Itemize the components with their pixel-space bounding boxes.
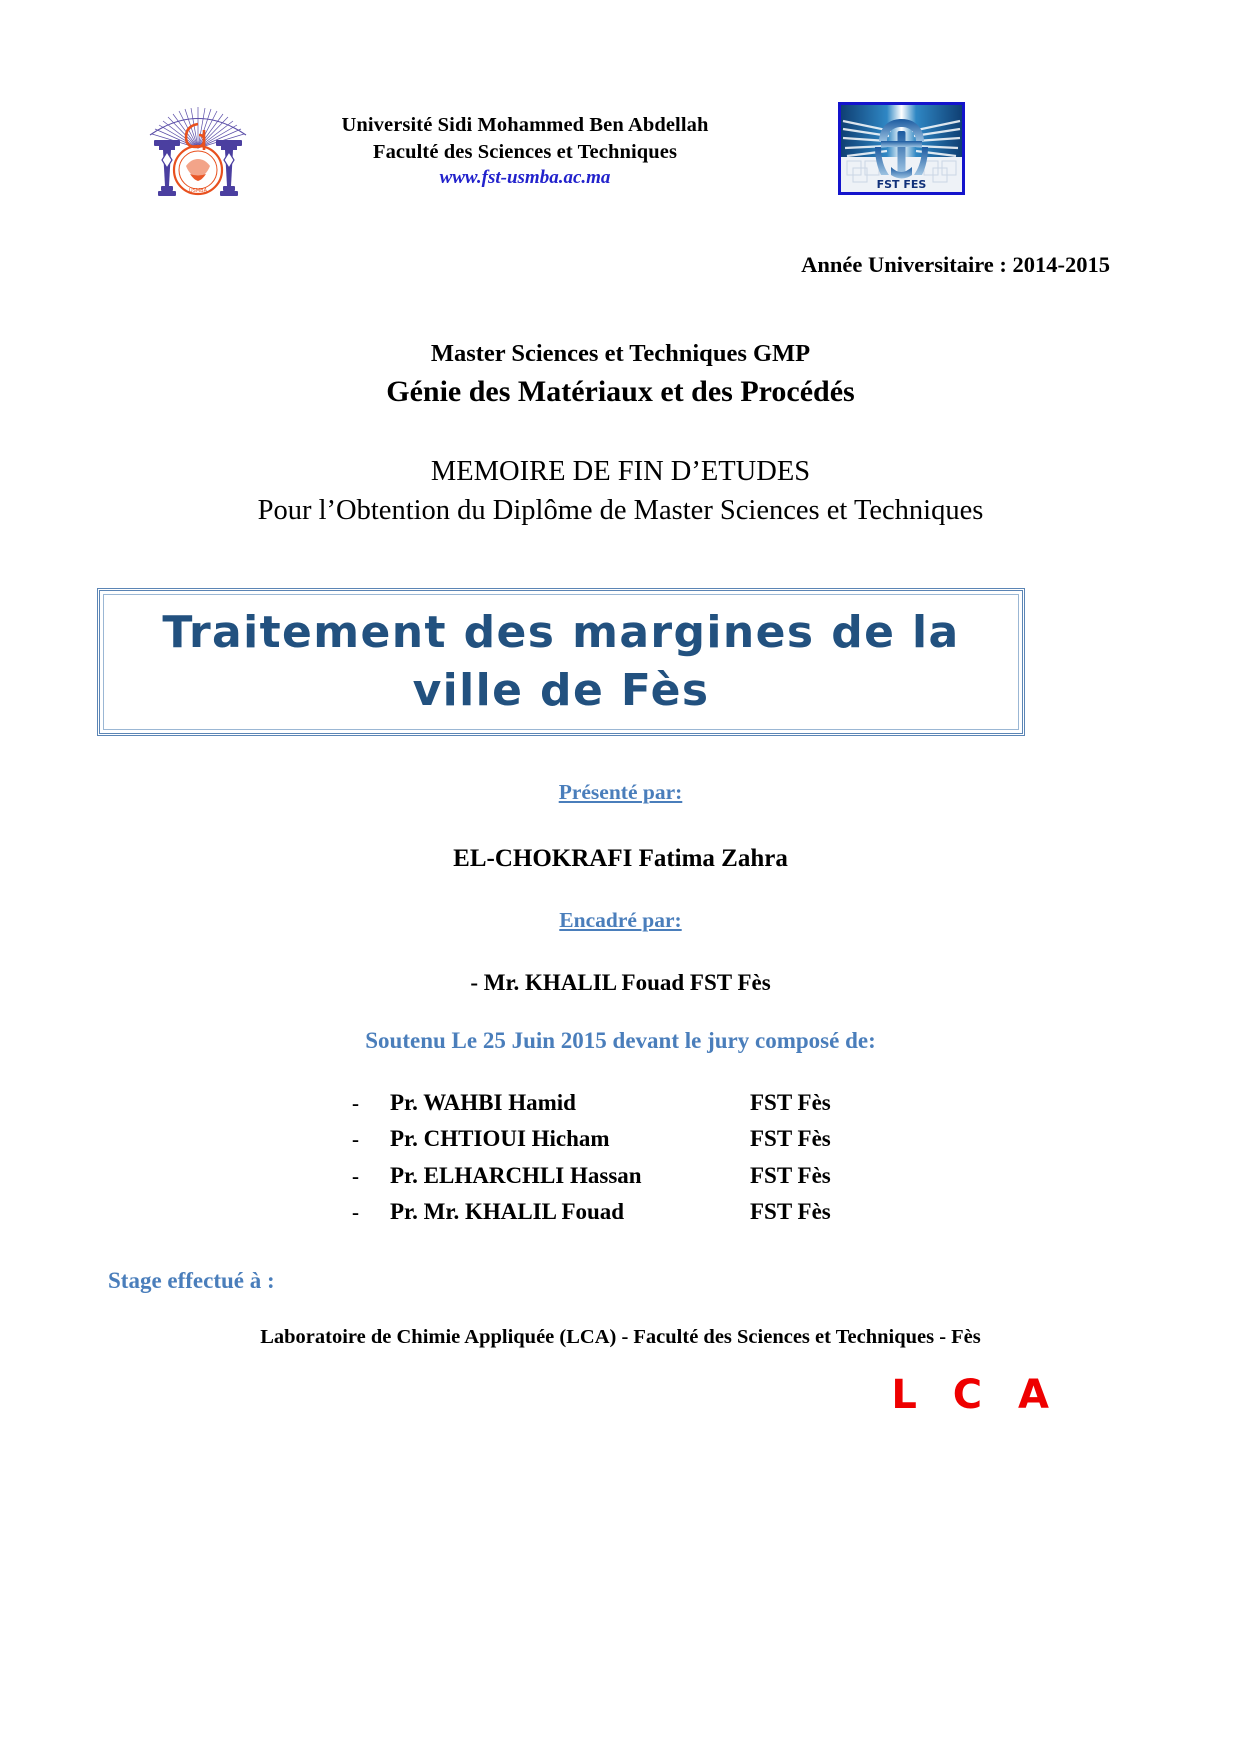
jury-bullet-dash: - — [352, 1163, 359, 1188]
university-website: www.fst-usmba.ac.ma — [439, 167, 611, 189]
university-heading — [270, 112, 780, 191]
jury-member-affiliation: FST Fès — [750, 1126, 831, 1152]
jury-bullet-dash: - — [352, 1127, 359, 1152]
lca-logo: L C A — [891, 1372, 1060, 1418]
laboratory-line: Laboratoire de Chimie Appliquée (LCA) - Faculté des Sciences et Techniques - Fès — [260, 1326, 981, 1348]
university-name: Université Sidi Mohammed Ben Abdellah — [341, 114, 709, 136]
defense-date-line: Soutenu Le 25 Juin 2015 devant le jury composé de: — [365, 1028, 876, 1053]
page-title: Traitement des margines de la ville de Fès — [162, 606, 960, 716]
jury-member-affiliation: FST Fès — [750, 1199, 831, 1225]
academic-year: Année Universitaire : 2014-2015 — [801, 252, 1110, 277]
jury-member-name: Pr. Mr. KHALIL Fouad — [390, 1199, 625, 1225]
jury-member-affiliation: FST Fès — [750, 1090, 831, 1115]
jury-member-affiliation: FST Fès — [750, 1162, 831, 1188]
thesis-title-box — [97, 588, 1025, 736]
memoire-line-1: MEMOIRE DE FIN D’ETUDES — [430, 456, 811, 487]
jury-member-name: Pr. WAHBI Hamid — [390, 1090, 576, 1115]
jury-member-name: Pr. ELHARCHLI Hassan — [390, 1162, 642, 1188]
thesis-title-box-inner — [103, 594, 1019, 730]
jury-member-row — [352, 1161, 952, 1191]
supervisor-name: - Mr. KHALIL Fouad FST Fès — [470, 970, 771, 995]
document-header — [0, 96, 1241, 211]
jury-bullet-dash: - — [352, 1200, 359, 1225]
jury-member-row — [352, 1197, 952, 1227]
usmba-university-crest-logo — [142, 104, 254, 204]
fst-fes-logo — [838, 102, 965, 195]
internship-label: Stage effectué à : — [108, 1268, 275, 1293]
supervised-by-label: Encadré par: — [559, 908, 682, 932]
program-block — [0, 338, 1241, 411]
jury-member-name: Pr. CHTIOUI Hicham — [390, 1126, 610, 1152]
program-line-2: Génie des Matériaux et des Procédés — [386, 374, 855, 408]
memoire-block — [0, 452, 1241, 531]
memoire-line-2: Pour l’Obtention du Diplôme de Master Sciences et Techniques — [257, 495, 984, 527]
fst-fes-logo-caption: FST FES — [876, 178, 927, 191]
jury-member-row — [352, 1124, 952, 1154]
jury-bullet-dash: - — [352, 1091, 359, 1115]
jury-member-row — [352, 1088, 952, 1118]
author-name: EL-CHOKRAFI Fatima Zahra — [453, 845, 788, 872]
presented-by-label: Présenté par: — [558, 780, 683, 804]
jury-list — [352, 1088, 952, 1233]
program-line-1: Master Sciences et Techniques GMP — [430, 340, 811, 367]
faculty-name: Faculté des Sciences et Techniques — [372, 140, 678, 163]
svg-text:USMBA: USMBA — [189, 188, 207, 194]
